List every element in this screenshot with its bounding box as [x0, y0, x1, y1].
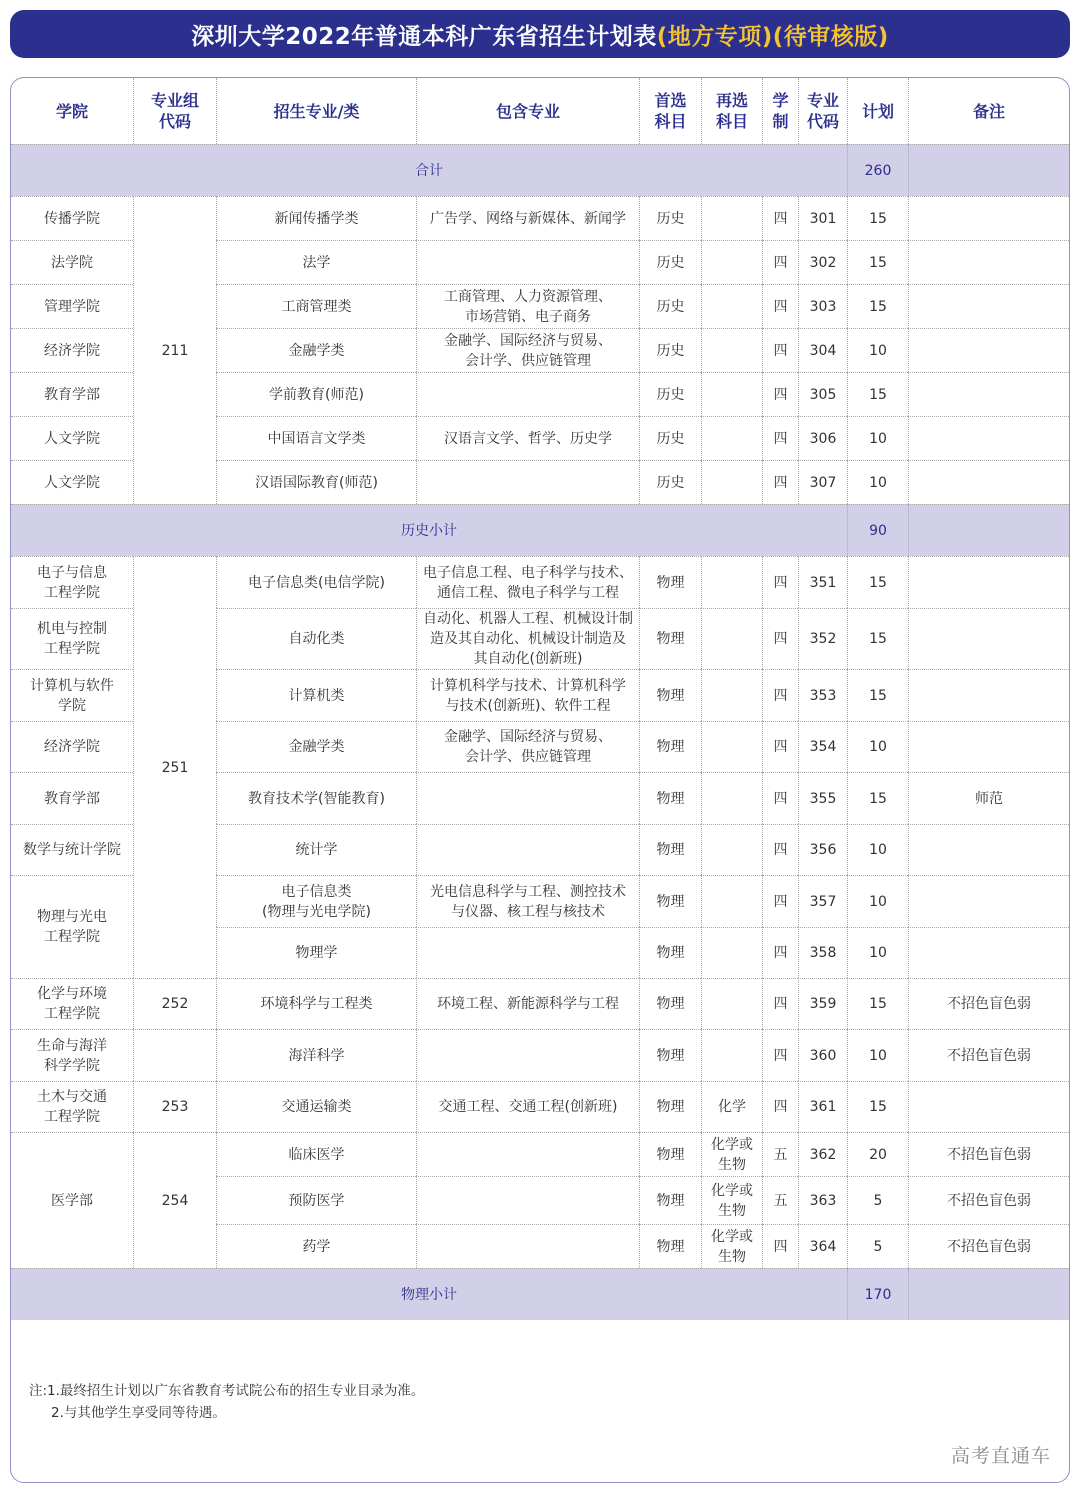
first-subject-cell: 历史 — [639, 460, 701, 504]
included-majors-cell: 工商管理、人力资源管理、 市场营销、电子商务 — [416, 284, 639, 328]
header-first-subject: 首选 科目 — [639, 78, 701, 144]
first-subject-cell: 历史 — [639, 328, 701, 372]
plan-cell: 10 — [847, 416, 908, 460]
major-code-cell: 355 — [798, 772, 847, 824]
second-subject-cell — [701, 772, 762, 824]
second-subject-cell — [701, 721, 762, 772]
remarks-cell — [908, 608, 1069, 669]
total-plan: 260 — [847, 144, 908, 196]
second-subject-cell: 化学或 生物 — [701, 1176, 762, 1224]
remarks-cell — [908, 460, 1069, 504]
remarks-cell — [908, 721, 1069, 772]
plan-cell: 10 — [847, 460, 908, 504]
duration-cell: 四 — [762, 1029, 798, 1081]
duration-cell: 四 — [762, 824, 798, 875]
college-cell: 医学部 — [11, 1132, 133, 1268]
major-code-cell: 305 — [798, 372, 847, 416]
included-majors-cell — [416, 372, 639, 416]
duration-cell: 四 — [762, 608, 798, 669]
group-code-cell — [133, 1029, 216, 1081]
second-subject-cell — [701, 460, 762, 504]
included-majors-cell: 光电信息科学与工程、测控技术 与仪器、核工程与核技术 — [416, 875, 639, 927]
header-group-code: 专业组 代码 — [133, 78, 216, 144]
header-major: 招生专业/类 — [216, 78, 416, 144]
included-majors-cell — [416, 1176, 639, 1224]
major-cell: 金融学类 — [216, 721, 416, 772]
duration-cell: 四 — [762, 556, 798, 608]
duration-cell: 四 — [762, 1224, 798, 1268]
header-plan: 计划 — [847, 78, 908, 144]
major-code-cell: 301 — [798, 196, 847, 240]
major-code-cell: 307 — [798, 460, 847, 504]
second-subject-cell — [701, 196, 762, 240]
major-code-cell: 302 — [798, 240, 847, 284]
college-cell: 人文学院 — [11, 416, 133, 460]
notes — [29, 1380, 424, 1424]
included-majors-cell — [416, 460, 639, 504]
first-subject-cell: 历史 — [639, 196, 701, 240]
major-code-cell: 353 — [798, 669, 847, 721]
duration-cell: 五 — [762, 1176, 798, 1224]
major-code-cell: 303 — [798, 284, 847, 328]
group-code-cell: 254 — [133, 1132, 216, 1268]
first-subject-cell: 物理 — [639, 1081, 701, 1132]
college-cell: 教育学部 — [11, 772, 133, 824]
college-cell: 传播学院 — [11, 196, 133, 240]
second-subject-cell — [701, 875, 762, 927]
remarks-cell — [908, 556, 1069, 608]
included-majors-cell — [416, 1132, 639, 1176]
plan-cell: 15 — [847, 1081, 908, 1132]
second-subject-cell — [701, 556, 762, 608]
major-code-cell: 352 — [798, 608, 847, 669]
remarks-cell: 师范 — [908, 772, 1069, 824]
college-cell: 教育学部 — [11, 372, 133, 416]
included-majors-cell: 汉语言文学、哲学、历史学 — [416, 416, 639, 460]
header-included-majors: 包含专业 — [416, 78, 639, 144]
major-cell: 物理学 — [216, 927, 416, 978]
duration-cell: 四 — [762, 460, 798, 504]
first-subject-cell: 物理 — [639, 978, 701, 1029]
plan-cell: 10 — [847, 927, 908, 978]
plan-cell: 10 — [847, 824, 908, 875]
major-code-cell: 359 — [798, 978, 847, 1029]
included-majors-cell — [416, 240, 639, 284]
major-cell: 临床医学 — [216, 1132, 416, 1176]
plan-cell: 10 — [847, 721, 908, 772]
major-code-cell: 357 — [798, 875, 847, 927]
first-subject-cell: 物理 — [639, 1132, 701, 1176]
duration-cell: 四 — [762, 875, 798, 927]
plan-cell: 15 — [847, 284, 908, 328]
included-majors-cell — [416, 1029, 639, 1081]
total-remarks — [908, 144, 1069, 196]
plan-cell: 15 — [847, 772, 908, 824]
watermark: 高考直通车 — [950, 1445, 1051, 1467]
first-subject-cell: 物理 — [639, 824, 701, 875]
major-cell: 法学 — [216, 240, 416, 284]
major-cell: 计算机类 — [216, 669, 416, 721]
major-code-cell: 356 — [798, 824, 847, 875]
plan-cell: 15 — [847, 196, 908, 240]
major-code-cell: 361 — [798, 1081, 847, 1132]
first-subject-cell: 物理 — [639, 772, 701, 824]
major-code-cell: 304 — [798, 328, 847, 372]
physics-subtotal-plan: 170 — [847, 1268, 908, 1320]
included-majors-cell: 电子信息工程、电子科学与技术、 通信工程、微电子科学与工程 — [416, 556, 639, 608]
major-cell: 中国语言文学类 — [216, 416, 416, 460]
plan-cell: 10 — [847, 1029, 908, 1081]
table-frame — [10, 77, 1070, 1483]
included-majors-cell: 环境工程、新能源科学与工程 — [416, 978, 639, 1029]
duration-cell: 四 — [762, 927, 798, 978]
plan-cell: 5 — [847, 1224, 908, 1268]
first-subject-cell: 历史 — [639, 240, 701, 284]
first-subject-cell: 历史 — [639, 372, 701, 416]
plan-cell: 5 — [847, 1176, 908, 1224]
plan-cell: 15 — [847, 608, 908, 669]
history-subtotal-plan: 90 — [847, 504, 908, 556]
plan-cell: 15 — [847, 240, 908, 284]
included-majors-cell: 广告学、网络与新媒体、新闻学 — [416, 196, 639, 240]
first-subject-cell: 物理 — [639, 721, 701, 772]
major-cell: 药学 — [216, 1224, 416, 1268]
header-second-subject: 再选 科目 — [701, 78, 762, 144]
major-cell: 工商管理类 — [216, 284, 416, 328]
major-code-cell: 306 — [798, 416, 847, 460]
first-subject-cell: 物理 — [639, 1029, 701, 1081]
college-cell: 化学与环境 工程学院 — [11, 978, 133, 1029]
remarks-cell: 不招色盲色弱 — [908, 1224, 1069, 1268]
remarks-cell: 不招色盲色弱 — [908, 1176, 1069, 1224]
first-subject-cell: 物理 — [639, 1176, 701, 1224]
included-majors-cell: 自动化、机器人工程、机械设计制 造及其自动化、机械设计制造及 其自动化(创新班) — [416, 608, 639, 669]
second-subject-cell: 化学 — [701, 1081, 762, 1132]
header-college: 学院 — [55, 101, 88, 121]
remarks-cell: 不招色盲色弱 — [908, 1132, 1069, 1176]
group-code-cell: 253 — [133, 1081, 216, 1132]
remarks-cell — [908, 196, 1069, 240]
college-cell: 法学院 — [11, 240, 133, 284]
duration-cell: 四 — [762, 196, 798, 240]
page-title-banner — [10, 10, 1070, 58]
note-1: 注:1.最终招生计划以广东省教育考试院公布的招生专业目录为准。 — [29, 1383, 425, 1399]
first-subject-cell: 物理 — [639, 1224, 701, 1268]
second-subject-cell — [701, 240, 762, 284]
remarks-cell — [908, 416, 1069, 460]
physics-subtotal-label: 物理小计 — [11, 1268, 847, 1320]
college-cell: 经济学院 — [11, 328, 133, 372]
second-subject-cell — [701, 284, 762, 328]
remarks-cell — [908, 1081, 1069, 1132]
major-cell: 新闻传播学类 — [216, 196, 416, 240]
college-cell: 机电与控制 工程学院 — [11, 608, 133, 669]
group-code-cell: 251 — [133, 556, 216, 978]
duration-cell: 四 — [762, 416, 798, 460]
major-cell: 学前教育(师范) — [216, 372, 416, 416]
admission-plan-table — [11, 78, 1069, 1318]
major-cell: 金融学类 — [216, 328, 416, 372]
college-cell: 数学与统计学院 — [11, 824, 133, 875]
major-cell: 环境科学与工程类 — [216, 978, 416, 1029]
plan-cell: 20 — [847, 1132, 908, 1176]
major-code-cell: 354 — [798, 721, 847, 772]
first-subject-cell: 物理 — [639, 875, 701, 927]
second-subject-cell — [701, 669, 762, 721]
plan-cell: 10 — [847, 328, 908, 372]
second-subject-cell — [701, 927, 762, 978]
first-subject-cell: 物理 — [639, 927, 701, 978]
major-cell: 电子信息类 (物理与光电学院) — [216, 875, 416, 927]
included-majors-cell — [416, 1224, 639, 1268]
duration-cell: 四 — [762, 978, 798, 1029]
duration-cell: 四 — [762, 772, 798, 824]
first-subject-cell: 物理 — [639, 556, 701, 608]
second-subject-cell — [701, 328, 762, 372]
major-cell: 交通运输类 — [216, 1081, 416, 1132]
major-code-cell: 351 — [798, 556, 847, 608]
second-subject-cell: 化学或 生物 — [701, 1132, 762, 1176]
second-subject-cell — [701, 1029, 762, 1081]
first-subject-cell: 历史 — [639, 284, 701, 328]
second-subject-cell — [701, 416, 762, 460]
group-code-cell: 252 — [133, 978, 216, 1029]
second-subject-cell: 化学或 生物 — [701, 1224, 762, 1268]
history-subtotal-label: 历史小计 — [11, 504, 847, 556]
duration-cell: 四 — [762, 328, 798, 372]
major-cell: 统计学 — [216, 824, 416, 875]
included-majors-cell: 计算机科学与技术、计算机科学 与技术(创新班)、软件工程 — [416, 669, 639, 721]
plan-cell: 15 — [847, 978, 908, 1029]
major-cell: 海洋科学 — [216, 1029, 416, 1081]
major-code-cell: 360 — [798, 1029, 847, 1081]
major-code-cell: 358 — [798, 927, 847, 978]
remarks-cell — [908, 875, 1069, 927]
duration-cell: 四 — [762, 284, 798, 328]
remarks-cell — [908, 927, 1069, 978]
remarks-cell — [908, 824, 1069, 875]
second-subject-cell — [701, 978, 762, 1029]
duration-cell: 四 — [762, 240, 798, 284]
duration-cell: 四 — [762, 669, 798, 721]
page-title-highlight: (地方专项)(待审核版) — [656, 23, 889, 50]
page-title: 深圳大学2022年普通本科广东省招生计划表 — [191, 23, 657, 50]
duration-cell: 四 — [762, 372, 798, 416]
remarks-cell: 不招色盲色弱 — [908, 978, 1069, 1029]
included-majors-cell: 金融学、国际经济与贸易、 会计学、供应链管理 — [416, 721, 639, 772]
first-subject-cell: 历史 — [639, 416, 701, 460]
remarks-cell — [908, 372, 1069, 416]
major-cell: 教育技术学(智能教育) — [216, 772, 416, 824]
header-major-code: 专业 代码 — [798, 78, 847, 144]
major-cell: 自动化类 — [216, 608, 416, 669]
physics-subtotal-remarks — [908, 1268, 1069, 1320]
remarks-cell — [908, 240, 1069, 284]
college-cell: 经济学院 — [11, 721, 133, 772]
duration-cell: 四 — [762, 721, 798, 772]
included-majors-cell: 金融学、国际经济与贸易、 会计学、供应链管理 — [416, 328, 639, 372]
remarks-cell — [908, 669, 1069, 721]
major-cell: 汉语国际教育(师范) — [216, 460, 416, 504]
included-majors-cell: 交通工程、交通工程(创新班) — [416, 1081, 639, 1132]
header-remarks: 备注 — [908, 78, 1069, 144]
college-cell: 电子与信息 工程学院 — [11, 556, 133, 608]
remarks-cell — [908, 328, 1069, 372]
college-cell: 人文学院 — [11, 460, 133, 504]
college-cell: 管理学院 — [11, 284, 133, 328]
plan-cell: 10 — [847, 875, 908, 927]
college-cell: 生命与海洋 科学学院 — [11, 1029, 133, 1081]
duration-cell: 五 — [762, 1132, 798, 1176]
second-subject-cell — [701, 608, 762, 669]
plan-cell: 15 — [847, 372, 908, 416]
duration-cell: 四 — [762, 1081, 798, 1132]
remarks-cell: 不招色盲色弱 — [908, 1029, 1069, 1081]
included-majors-cell — [416, 824, 639, 875]
second-subject-cell — [701, 372, 762, 416]
remarks-cell — [908, 284, 1069, 328]
major-cell: 预防医学 — [216, 1176, 416, 1224]
major-code-cell: 364 — [798, 1224, 847, 1268]
major-code-cell: 363 — [798, 1176, 847, 1224]
group-code-cell: 211 — [133, 196, 216, 504]
second-subject-cell — [701, 824, 762, 875]
plan-cell: 15 — [847, 556, 908, 608]
first-subject-cell: 物理 — [639, 608, 701, 669]
college-cell: 物理与光电 工程学院 — [11, 875, 133, 978]
college-cell: 计算机与软件 学院 — [11, 669, 133, 721]
total-label: 合计 — [11, 144, 847, 196]
header-duration: 学 制 — [762, 78, 798, 144]
included-majors-cell — [416, 927, 639, 978]
major-cell: 电子信息类(电信学院) — [216, 556, 416, 608]
college-cell: 土木与交通 工程学院 — [11, 1081, 133, 1132]
note-2: 2.与其他学生享受同等待遇。 — [51, 1405, 226, 1421]
major-code-cell: 362 — [798, 1132, 847, 1176]
plan-cell: 15 — [847, 669, 908, 721]
included-majors-cell — [416, 772, 639, 824]
first-subject-cell: 物理 — [639, 669, 701, 721]
history-subtotal-remarks — [908, 504, 1069, 556]
